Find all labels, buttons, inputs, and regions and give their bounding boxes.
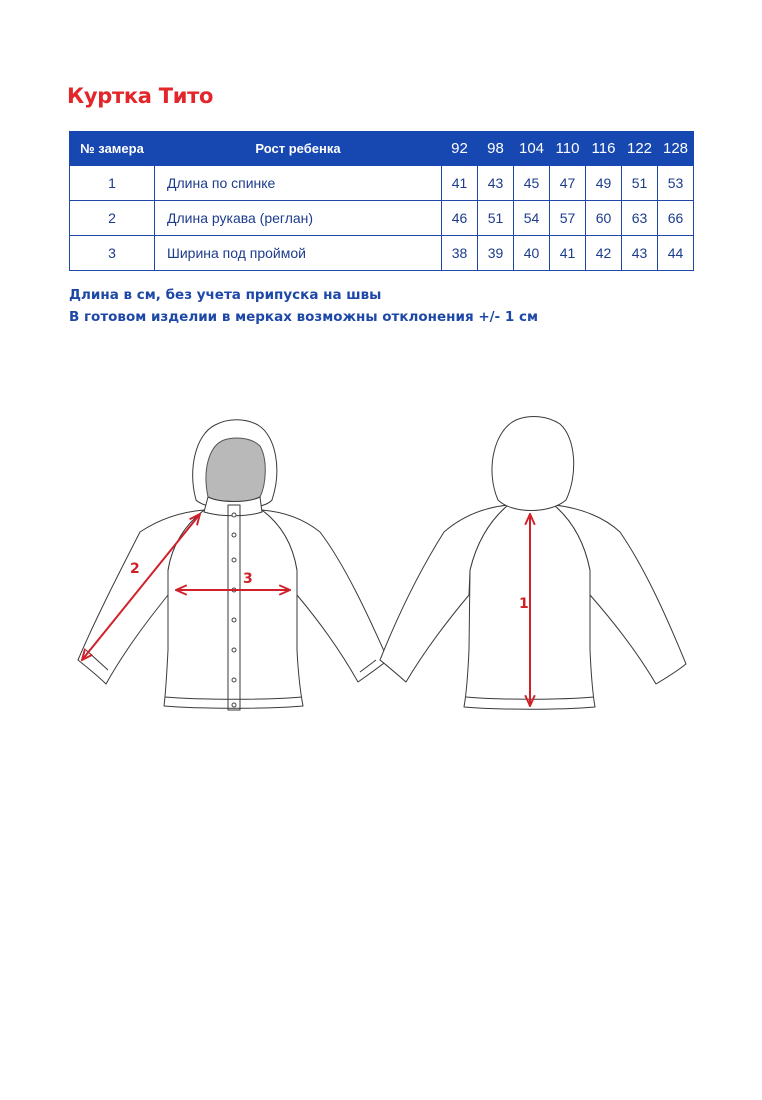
row-measure-name: Длина по спинке [155,166,442,201]
table-header-row [70,132,694,166]
sleeve-length-marker: 2 [130,561,140,577]
row-number: 1 [70,166,155,201]
row-number: 3 [70,236,155,271]
table-cell: 54 [514,201,550,236]
jacket-technical-drawing [0,400,762,730]
size-chart-table [69,131,694,271]
front-hood-lining [206,438,265,502]
header-size-92: 92 [442,132,478,166]
page-title: Куртка Тито [67,84,214,108]
header-measure-number: № замера [70,132,155,166]
table-cell: 38 [442,236,478,271]
table-cell: 42 [586,236,622,271]
back-hood-outline [492,417,574,511]
jacket-back-view [380,417,686,710]
table-cell: 47 [550,166,586,201]
table-cell: 49 [586,166,622,201]
table-cell: 46 [442,201,478,236]
table-cell: 39 [478,236,514,271]
table-cell: 51 [478,201,514,236]
notes [69,284,538,328]
table-row [70,201,694,236]
table-cell: 41 [442,166,478,201]
table-row [70,236,694,271]
chest-width-marker: 3 [243,571,253,587]
header-size-128: 128 [658,132,694,166]
note-units: Длина в см, без учета припуска на швы [69,287,382,303]
header-size-110: 110 [550,132,586,166]
header-size-98: 98 [478,132,514,166]
table-cell: 53 [658,166,694,201]
row-measure-name: Ширина под проймой [155,236,442,271]
header-size-122: 122 [622,132,658,166]
jacket-front-view [78,420,388,710]
header-size-116: 116 [586,132,622,166]
table-cell: 44 [658,236,694,271]
table-cell: 60 [586,201,622,236]
table-cell: 43 [478,166,514,201]
header-child-height: Рост ребенка [155,132,442,166]
table-cell: 51 [622,166,658,201]
row-measure-name: Длина рукава (реглан) [155,201,442,236]
row-number: 2 [70,201,155,236]
table-cell: 63 [622,201,658,236]
table-cell: 66 [658,201,694,236]
table-cell: 43 [622,236,658,271]
table-cell: 40 [514,236,550,271]
back-length-marker: 1 [519,596,529,612]
note-tolerance: В готовом изделии в мерках возможны отклонения +/- 1 см [69,309,538,325]
table-cell: 57 [550,201,586,236]
table-cell: 45 [514,166,550,201]
table-row [70,166,694,201]
table-cell: 41 [550,236,586,271]
header-size-104: 104 [514,132,550,166]
